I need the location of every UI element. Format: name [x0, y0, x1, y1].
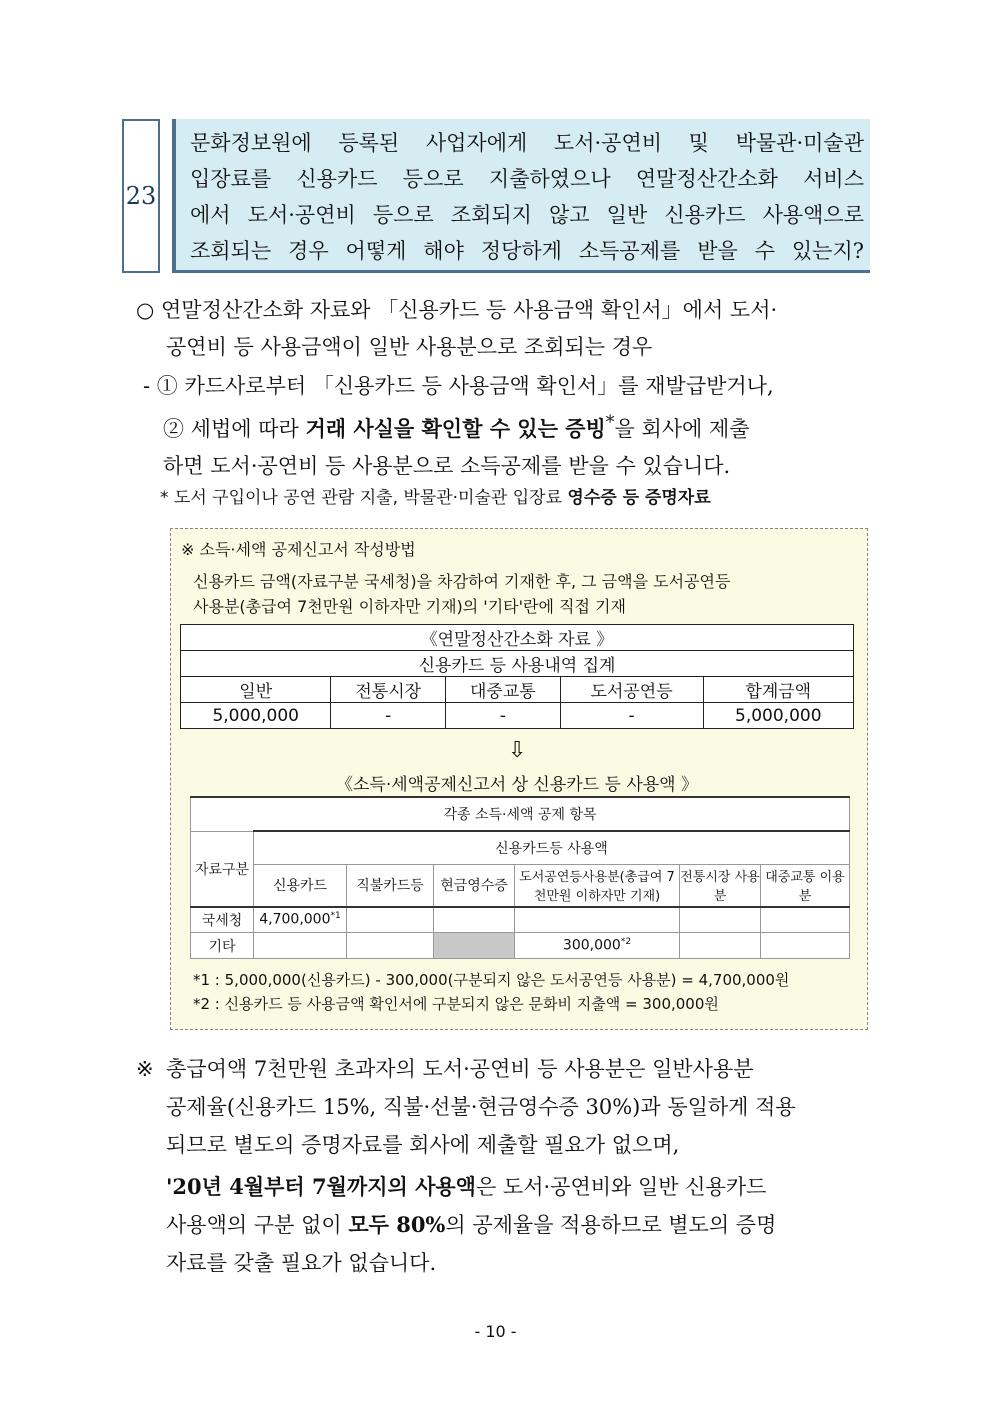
- col-header: 도서공연등: [560, 677, 703, 703]
- asterisk: *: [605, 413, 615, 433]
- col-header: 직불카드등: [347, 865, 434, 907]
- question-line: 입장료를 신용카드 등으로 지출하였으나 연말정산간소화 서비스: [190, 167, 864, 191]
- page-number: - 10 -: [474, 1322, 517, 1341]
- col-header: 합계금액: [703, 677, 853, 703]
- cell: 5,000,000: [703, 703, 853, 729]
- dash-text: ② 세법에 따라: [163, 417, 306, 441]
- cell: [347, 907, 434, 933]
- remark-line: 되므로 별도의 증명자료를 회사에 제출할 필요가 없으며,: [166, 1133, 680, 1157]
- col-header: 현금영수증: [434, 865, 515, 907]
- table1-title: 《연말정산간소화 자료 》: [181, 625, 854, 651]
- cell: 300,000$^{*2}$: [515, 933, 680, 959]
- remark-line: [166, 1206, 871, 1244]
- cell: -: [331, 703, 446, 729]
- cell: [347, 933, 434, 959]
- dash-line: [143, 405, 871, 448]
- remark-bold: 모두 80%: [348, 1212, 446, 1237]
- question-line: 문화정보원에 등록된 사업자에게 도서·공연비 및 박물관·미술관: [190, 131, 864, 155]
- simplified-data-table: [180, 624, 854, 729]
- col-header: 도서공연등사용분(총급여 7천만원 이하자만 기재): [515, 865, 680, 907]
- footnote-text: * 도서 구입이나 공연 관람 지출, 박물관·미술관 입장료: [160, 488, 568, 508]
- answer-bullet: [136, 292, 871, 366]
- footnote-bold: 영수증 등 증명자료: [567, 488, 711, 508]
- method-heading: ※ 소득·세액 공제신고서 작성방법: [181, 540, 416, 559]
- remark-text: 은 도서·공연비와 일반 신용카드: [475, 1175, 767, 1199]
- answer-dash: [143, 368, 871, 485]
- table-row: [181, 703, 854, 729]
- cell: [515, 907, 680, 933]
- remark-line: 총급여액 7천만원 초과자의 도서·공연비 등 사용분은 일반사용분: [166, 1057, 754, 1081]
- method-line: 사용분(총급여 7천만원 이하자만 기재)의 '기타'란에 직접 기재: [193, 597, 626, 616]
- group-header: 신용카드등 사용액: [254, 831, 850, 865]
- method-text: [193, 569, 730, 619]
- remark-mark: ※: [136, 1057, 154, 1081]
- cell: 5,000,000: [181, 703, 331, 729]
- note-line: *1 : 5,000,000(신용카드) - 300,000(구분되지 않은 도서공연등 사용분) = 4,700,000원: [193, 971, 790, 989]
- remark-text: 사용액의 구분 없이: [166, 1213, 349, 1237]
- question-number: 23: [122, 119, 160, 273]
- table2-title: 《소득·세액공제신고서 상 신용카드 등 사용액 》: [335, 775, 699, 795]
- method-line: 신용카드 금액(자료구분 국세청)을 차감하여 기재한 후, 그 금액을 도서공연등: [193, 572, 731, 591]
- remark-line: 공제율(신용카드 15%, 직불·선불·현금영수증 30%)과 동일하게 적용: [166, 1095, 796, 1119]
- cell: [254, 933, 347, 959]
- question-line: 조회되는 경우 어떻게 해야 정당하게 소득공제를 받을 수 있는지?: [190, 239, 864, 263]
- table-row: [191, 933, 850, 959]
- down-arrow-icon: ⇩: [508, 738, 527, 763]
- dash-text: 을 회사에 제출: [614, 417, 750, 441]
- col-header: 대중교통: [446, 677, 561, 703]
- cell: [680, 907, 761, 933]
- cell-shaded: [434, 933, 515, 959]
- cell: [680, 933, 761, 959]
- table-row: [191, 907, 850, 933]
- bullet-line: 공연비 등 사용금액이 일반 사용분으로 조회되는 경우: [166, 335, 653, 359]
- col-header: 전통시장 사용분: [680, 865, 761, 907]
- deduction-table: [190, 796, 850, 959]
- row-header: 자료구분: [191, 831, 254, 907]
- table-row: [181, 677, 854, 703]
- question-text: [172, 119, 870, 273]
- footnote: [160, 483, 868, 508]
- remark-text: 의 공제율을 적용하므로 별도의 증명: [445, 1213, 777, 1237]
- cell: [761, 933, 850, 959]
- col-header: 신용카드: [254, 865, 347, 907]
- table1-subtitle: 신용카드 등 사용내역 집계: [181, 651, 854, 677]
- remark-continued: [166, 1168, 871, 1282]
- col-header: 전통시장: [331, 677, 446, 703]
- dash-line: 하면 도서·공연비 등 사용분으로 소득공제를 받을 수 있습니다.: [163, 454, 731, 478]
- dash-line: - ① 카드사로부터 「신용카드 등 사용금액 확인서」를 재발급받거나,: [143, 374, 774, 398]
- col-header: 대중교통 이용분: [761, 865, 850, 907]
- table2-top-header: 각종 소득·세액 공제 항목: [191, 797, 850, 831]
- remark-line: 자료를 갖출 필요가 없습니다.: [166, 1251, 437, 1275]
- row-label: 국세청: [191, 907, 254, 933]
- cell: -: [446, 703, 561, 729]
- question-line: 에서 도서·공연비 등으로 조회되지 않고 일반 신용카드 사용액으로: [190, 203, 864, 227]
- remark-line: [166, 1168, 871, 1206]
- col-header: 일반: [181, 677, 331, 703]
- question-box: [122, 119, 870, 273]
- remark: [136, 1050, 871, 1164]
- cell: [434, 907, 515, 933]
- table-notes: [193, 968, 789, 1016]
- cell: [761, 907, 850, 933]
- cell: 4,700,000$^{*1}$: [254, 907, 347, 933]
- dash-bold: 거래 사실을 확인할 수 있는 증빙: [305, 416, 606, 441]
- note-line: *2 : 신용카드 등 사용금액 확인서에 구분되지 않은 문화비 지출액 = 300,000원: [193, 995, 719, 1013]
- cell: -: [560, 703, 703, 729]
- row-label: 기타: [191, 933, 254, 959]
- bullet-line: 연말정산간소화 자료와 「신용카드 등 사용금액 확인서」에서 도서·: [161, 298, 778, 322]
- remark-bold: '20년 4월부터 7월까지의 사용액: [166, 1174, 476, 1199]
- bullet-mark: ○: [136, 298, 155, 322]
